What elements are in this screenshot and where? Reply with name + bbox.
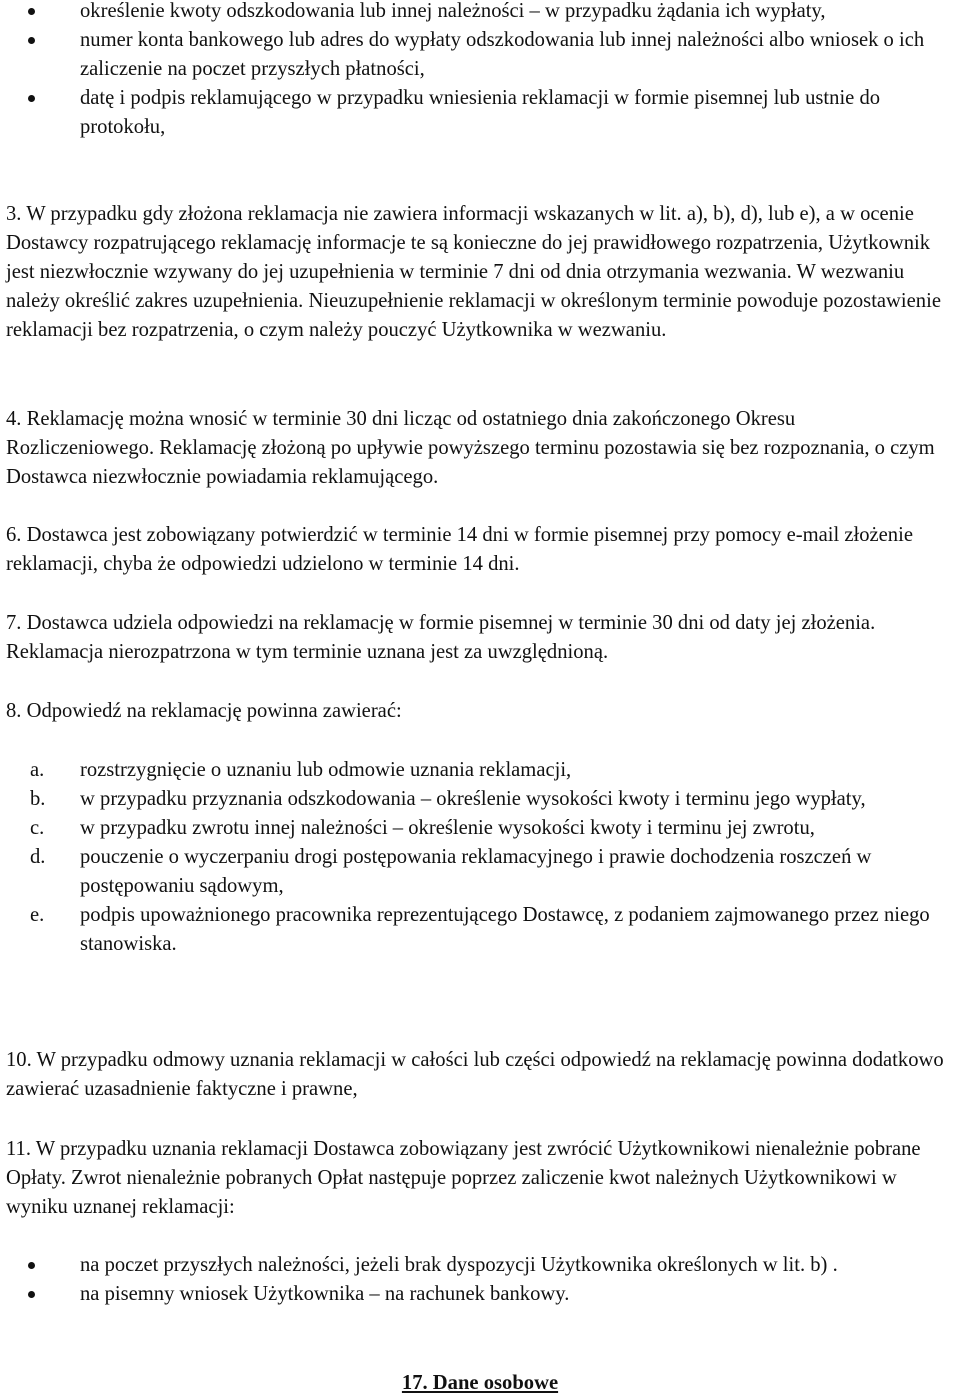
list-item — [0, 1280, 960, 1309]
list-item — [0, 814, 960, 843]
list-item — [0, 901, 960, 959]
bullet-icon — [28, 37, 35, 44]
list-item-text: datę i podpis reklamującego w przypadku wniesienia reklamacji w formie pisemnej lub ustnie do protokołu, — [80, 87, 881, 138]
list-marker: d. — [30, 846, 46, 868]
list-item — [0, 26, 960, 84]
bullet-icon — [28, 1262, 35, 1269]
bullet-list-top — [0, 0, 960, 142]
list-marker: c. — [30, 817, 45, 839]
list-item-text: na poczet przyszłych należności, jeżeli brak dyspozycji Użytkownika określonych w lit. b) . — [80, 1254, 838, 1276]
paragraph-6: 6. Dostawca jest zobowiązany potwierdzić w terminie 14 dni w formie pisemnej przy pomocy e-mail złożenie reklamacji, chyba że odpowiedzi udzielono w terminie 14 dni. — [6, 524, 913, 575]
list-item — [0, 1251, 960, 1280]
list-marker: e. — [30, 904, 45, 926]
paragraph-7: 7. Dostawca udziela odpowiedzi na reklamację w formie pisemnej w terminie 30 dni od daty jej złożenia. Reklamacja nierozpatrzona w tym terminie uznana jest za uwzględnioną. — [6, 612, 876, 663]
list-item — [0, 84, 960, 142]
bullet-icon — [28, 1291, 35, 1298]
paragraph-11: 11. W przypadku uznania reklamacji Dostawca zobowiązany jest zwrócić Użytkownikowi nienależnie pobrane Opłaty. Zwrot nienależnie pobranych Opłat następuje poprzez zaliczenie kwot należnych Użytkownikowi w wyniku uznanej reklamacji: — [6, 1138, 921, 1218]
list-item-text: w przypadku przyznania odszkodowania – określenie wysokości kwoty i terminu jego wypłaty, — [80, 788, 866, 810]
list-marker: b. — [30, 788, 46, 810]
list-item-text: pouczenie o wyczerpaniu drogi postępowania reklamacyjnego i prawie dochodzenia roszczeń w postępowaniu sądowym, — [80, 846, 872, 897]
list-item-text: podpis upoważnionego pracownika reprezentującego Dostawcę, z podaniem zajmowanego przez niego stanowiska. — [80, 904, 930, 955]
paragraph-10: 10. W przypadku odmowy uznania reklamacji w całości lub części odpowiedź na reklamację powinna dodatkowo zawierać uzasadnienie faktyczne i prawne, — [6, 1049, 944, 1100]
list-item-text: określenie kwoty odszkodowania lub innej należności – w przypadku żądania ich wypłaty, — [80, 0, 826, 22]
list-item — [0, 843, 960, 901]
bullet-list-bottom — [0, 1251, 960, 1309]
list-marker: a. — [30, 759, 45, 781]
list-item-text: w przypadku zwrotu innej należności – określenie wysokości kwoty i terminu jej zwrotu, — [80, 817, 815, 839]
paragraph-4: 4. Reklamację można wnosić w terminie 30 dni licząc od ostatniego dnia zakończonego Okresu Rozliczeniowego. Reklamację złożoną po upływie powyższego terminu pozostawia się bez rozpoznania, o czym Dostawca niezwłocznie powiadamia reklamującego. — [6, 408, 935, 488]
section-heading-text: 17. Dane osobowe — [401, 1372, 559, 1394]
list-item — [0, 785, 960, 814]
list-item-text: rozstrzygnięcie o uznaniu lub odmowie uznania reklamacji, — [80, 759, 572, 781]
alpha-list — [0, 756, 960, 959]
list-item-text: na pisemny wniosek Użytkownika – na rachunek bankowy. — [80, 1283, 570, 1305]
paragraph-3: 3. W przypadku gdy złożona reklamacja nie zawiera informacji wskazanych w lit. a), b), d), lub e), a w ocenie Dostawcy rozpatrującego reklamację informacje te są konieczne do jej prawidłowego rozpatrzenia, Użytkownik jest niezwłocznie wzywany do jej uzupełnienia w terminie 7 dni od dnia otrzymania wezwania. W wezwaniu należy określić zakres uzupełnienia. Nieuzupełnienie reklamacji w określonym terminie powoduje pozostawienie reklamacji bez rozpatrzenia, o czym należy pouczyć Użytkownika w wezwaniu. — [6, 203, 941, 341]
bullet-icon — [28, 8, 35, 15]
list-item — [0, 0, 960, 26]
section-heading — [0, 1369, 960, 1398]
bullet-icon — [28, 95, 35, 102]
paragraph-8: 8. Odpowiedź na reklamację powinna zawierać: — [6, 700, 402, 722]
list-item-text: numer konta bankowego lub adres do wypłaty odszkodowania lub innej należności albo wniosek o ich zaliczenie na poczet przyszłych płatności, — [80, 29, 925, 80]
list-item — [0, 756, 960, 785]
